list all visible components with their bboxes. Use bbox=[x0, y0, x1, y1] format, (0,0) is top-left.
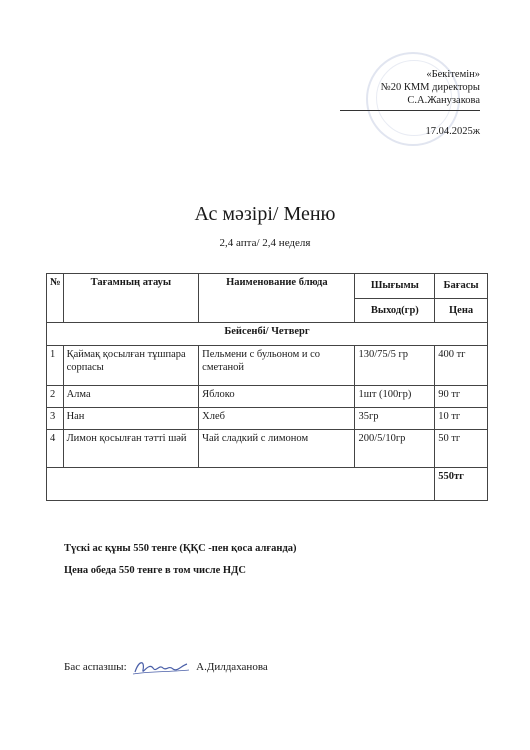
row-price: 10 тг bbox=[435, 408, 488, 430]
row-price: 90 тг bbox=[435, 386, 488, 408]
approval-date: 17.04.2025ж bbox=[425, 126, 480, 137]
row-price: 50 тг bbox=[435, 430, 488, 468]
day-row bbox=[47, 323, 488, 346]
row-name-ru: Чай сладкий с лимоном bbox=[199, 430, 355, 468]
row-price: 400 тг bbox=[435, 346, 488, 386]
table-header-row bbox=[47, 274, 488, 299]
row-name-kz: Лимон қосылған тәтті шәй bbox=[63, 430, 199, 468]
row-no: 4 bbox=[47, 430, 64, 468]
row-name-ru: Хлеб bbox=[199, 408, 355, 430]
header-output-ru: Выход(гр) bbox=[355, 298, 435, 323]
row-no: 1 bbox=[47, 346, 64, 386]
table-row bbox=[47, 408, 488, 430]
day-label: Бейсенбі/ Четверг bbox=[47, 323, 488, 346]
handwritten-signature-icon bbox=[131, 656, 191, 678]
total-price: 550тг bbox=[435, 468, 488, 501]
row-name-ru: Пельмени с бульоном и со сметаной bbox=[199, 346, 355, 386]
row-output: 35гр bbox=[355, 408, 435, 430]
chef-name: А.Дилдаханова bbox=[196, 661, 268, 673]
header-price-kz: Бағасы bbox=[435, 274, 488, 299]
row-no: 2 bbox=[47, 386, 64, 408]
header-price-ru: Цена bbox=[435, 298, 488, 323]
row-name-ru: Яблоко bbox=[199, 386, 355, 408]
row-output: 1шт (100гр) bbox=[355, 386, 435, 408]
director-name: С.А.Жанузакова bbox=[407, 95, 480, 106]
row-name-kz: Қаймақ қосылған тұшпара сорпасы bbox=[63, 346, 199, 386]
row-output: 130/75/5 гр bbox=[355, 346, 435, 386]
row-name-kz: Алма bbox=[63, 386, 199, 408]
chef-signature-block bbox=[64, 656, 268, 678]
signature-line bbox=[340, 110, 480, 111]
chef-label: Бас аспазшы: bbox=[64, 661, 127, 673]
header-name-kz: Тағамның атауы bbox=[63, 274, 199, 323]
page-title: Ас мәзірі/ Меню bbox=[194, 203, 336, 225]
total-row bbox=[47, 468, 488, 501]
table-row bbox=[47, 386, 488, 408]
header-no: № bbox=[47, 274, 64, 323]
row-output: 200/5/10гр bbox=[355, 430, 435, 468]
approval-heading: «Бекітемін» bbox=[426, 69, 480, 80]
header-output-kz: Шығымы bbox=[355, 274, 435, 299]
page-subtitle: 2,4 апта/ 2,4 неделя bbox=[219, 237, 311, 249]
header-name-ru: Наименование блюда bbox=[199, 274, 355, 323]
menu-table bbox=[46, 273, 488, 501]
table-row bbox=[47, 430, 488, 468]
price-note-ru: Цена обеда 550 тенге в том числе НДС bbox=[64, 565, 246, 576]
director-title: №20 КММ директоры bbox=[380, 82, 480, 93]
row-name-kz: Нан bbox=[63, 408, 199, 430]
total-spacer bbox=[47, 468, 435, 501]
approval-block bbox=[280, 68, 480, 137]
table-row bbox=[47, 346, 488, 386]
row-no: 3 bbox=[47, 408, 64, 430]
price-note-kz: Түскі ас құны 550 тенге (ҚҚС -пен қоса алғанда) bbox=[64, 543, 297, 554]
